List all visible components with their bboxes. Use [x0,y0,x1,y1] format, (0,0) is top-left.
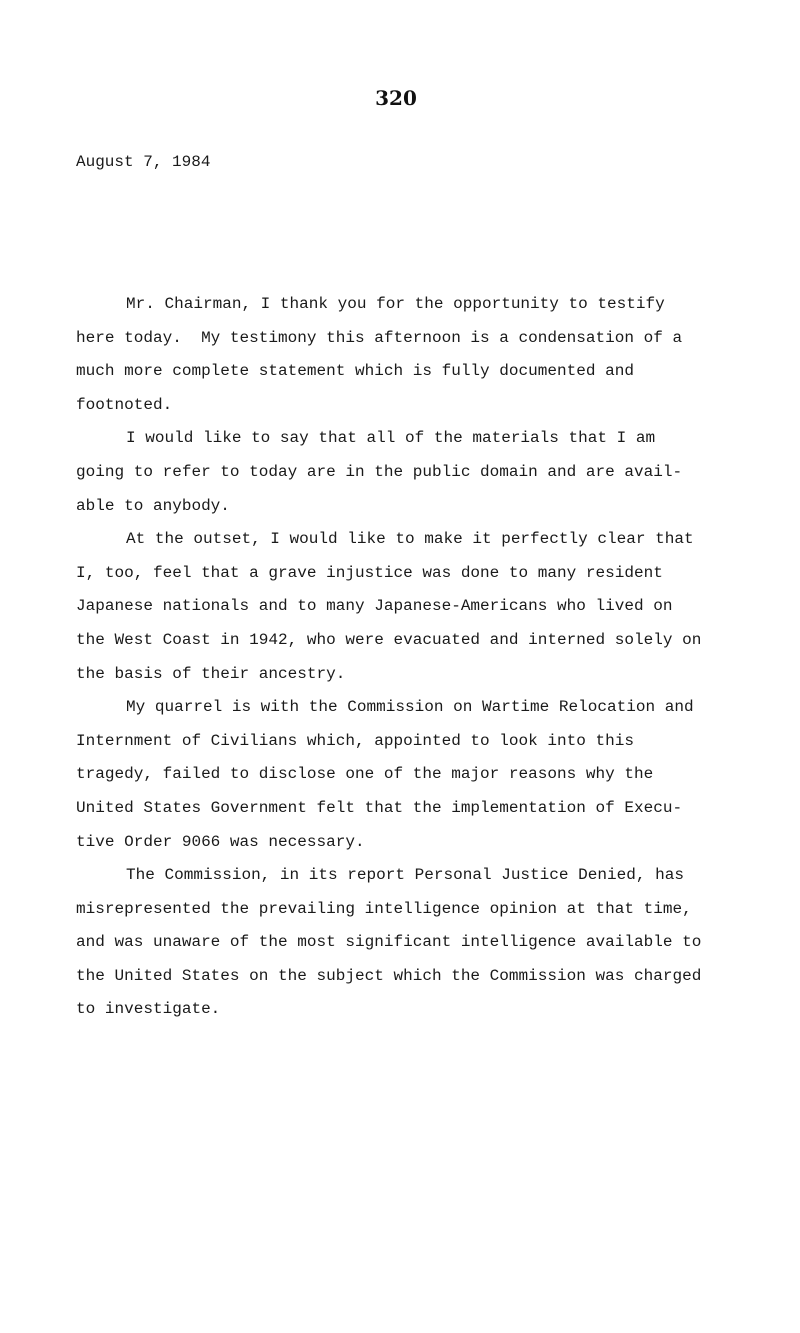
text-line: the basis of their ancestry. [76,664,346,683]
text-line: Mr. Chairman, I thank you for the opportunity to testify [126,295,665,313]
text-line: and was unaware of the most significant intelligence available to [76,933,702,952]
text-line: The Commission, in its report Personal Justice Denied, has [126,866,684,885]
text-line: the United States on the subject which the Commission was charged [76,966,702,985]
text-line: Internment of Civilians which, appointed to look into this [76,731,634,750]
text-line: I, too, feel that a grave injustice was done to many resident [76,563,663,582]
text-line: the West Coast in 1942, who were evacuated and interned solely on [76,630,702,649]
text-line: misrepresented the prevailing intelligence opinion at that time, [76,899,692,918]
text-line: Japanese nationals and to many Japanese-Americans who lived on [76,597,673,616]
text-line: tive Order 9066 was necessary. [76,832,365,851]
text-line: going to refer to today are in the public domain and are avail- [76,462,683,481]
document-date: August 7, 1984 [76,153,211,171]
text-line: At the outset, I would like to make it perfectly clear that [126,530,694,549]
text-line: footnoted. [76,395,173,414]
text-line: here today. My testimony this afternoon is a condensation of a [76,328,683,347]
text-line: tragedy, failed to disclose one of the major reasons why the [76,765,654,784]
text-line: much more complete statement which is fully documented and [76,362,634,381]
testimony-body [76,288,766,1027]
text-line: My quarrel is with the Commission on Wartime Relocation and [126,698,694,717]
text-line: United States Government felt that the implementation of Execu- [76,798,683,817]
page-number: 320 [375,86,417,110]
text-line: to investigate. [76,1000,221,1019]
text-line: able to anybody. [76,496,230,515]
text-line: I would like to say that all of the materials that I am [126,429,656,448]
